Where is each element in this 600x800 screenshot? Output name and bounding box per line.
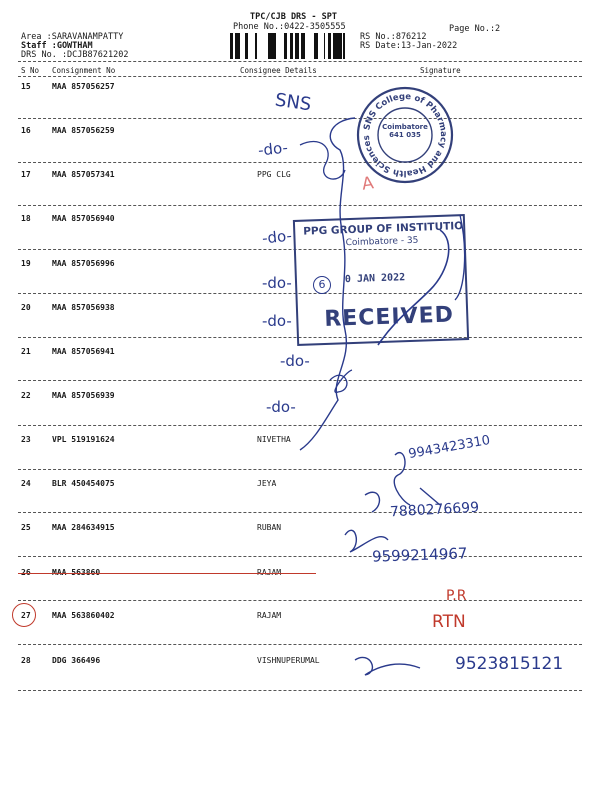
ditto-mark: -do- <box>266 398 296 416</box>
ditto-mark: -do- <box>280 352 310 370</box>
handwritten-rtn: RTN <box>432 612 466 632</box>
handwritten-phone-23: 9943423310 <box>407 432 492 463</box>
row-sno: 23 <box>21 435 31 444</box>
handwritten-pr: P.R <box>446 588 467 604</box>
seal-arc-text: SNS College of Pharmacy and Health Sciences <box>361 91 449 179</box>
column-consignee: Consignee Details <box>240 66 317 75</box>
stamp-line-2: Coimbatore - 35 <box>345 235 419 249</box>
row-sno: 21 <box>21 347 31 356</box>
row-consignment: MAA 284634915 <box>52 523 115 532</box>
row-consignment: MAA 857056939 <box>52 391 115 400</box>
row-consignee: NIVETHA <box>257 435 291 444</box>
stamp-line-1: PPG GROUP OF INSTITUTIO <box>303 220 464 238</box>
row-consignment: MAA 857057341 <box>52 170 115 179</box>
drs-number-field: DRS No. :DCJB87621202 <box>21 50 129 60</box>
handwriting-mark-a: A <box>360 173 375 195</box>
ditto-mark: -do- <box>262 274 292 292</box>
ditto-mark: -do- <box>257 138 289 160</box>
row-consignment: MAA 563860 <box>52 568 101 577</box>
row-consignment: MAA 563860402 <box>52 611 115 620</box>
row-sno: 20 <box>21 303 31 312</box>
row-sno: 26 <box>21 568 31 577</box>
row-sno: 19 <box>21 259 31 268</box>
row-sno: 27 <box>21 611 31 620</box>
row-consignee: RAJAM <box>257 568 282 577</box>
stamp-received: RECEIVED <box>323 302 455 332</box>
row-sno: 18 <box>21 214 31 223</box>
column-sno: S No <box>21 66 40 75</box>
page-number: Page No.:2 <box>449 24 501 34</box>
rs-date-field: RS Date:13-Jan-2022 <box>360 41 458 51</box>
column-consignment: Consignment No <box>52 66 116 75</box>
row-consignment: BLR 450454075 <box>52 479 115 488</box>
row-sno: 24 <box>21 479 31 488</box>
row-sno: 28 <box>21 656 31 665</box>
handwritten-phone-25b: 9599214967 <box>371 544 468 566</box>
row-consignment: MAA 857056257 <box>52 82 115 91</box>
row-sno: 25 <box>21 523 31 532</box>
row-consignment: MAA 857056940 <box>52 214 115 223</box>
row-consignee: JEYA <box>257 479 277 488</box>
row-sno: 16 <box>21 126 31 135</box>
row-consignee: RUBAN <box>257 523 282 532</box>
row-consignee: PPG CLG <box>257 170 291 179</box>
stamp-date: 0 JAN 2022 <box>344 272 406 286</box>
staff-field: Staff :GOWTHAM <box>21 41 93 51</box>
row-sno: 17 <box>21 170 31 179</box>
ditto-mark: -do- <box>262 312 292 330</box>
row-consignment: MAA 857056941 <box>52 347 115 356</box>
handwritten-phone-25a: 7880276699 <box>389 499 480 521</box>
row-consignment: MAA 857056996 <box>52 259 115 268</box>
rs-number-field: RS No.:876212 <box>360 32 427 42</box>
ditto-mark: -do- <box>261 226 293 248</box>
row-sno: 15 <box>21 82 31 91</box>
handwriting-sns: SNS <box>273 89 313 116</box>
row-sno: 22 <box>21 391 31 400</box>
row-consignment: DDG 366496 <box>52 656 101 665</box>
phone-number: Phone No.:0422-3505555 <box>233 22 346 32</box>
row-consignee: RAJAM <box>257 611 282 620</box>
handwritten-phone-28: 9523815121 <box>455 654 564 674</box>
row-consignment: MAA 857056259 <box>52 126 115 135</box>
column-signature: Signature <box>420 66 461 75</box>
circled-number: 6 <box>313 276 331 294</box>
row-consignee: VISHNUPERUMAL <box>257 656 320 665</box>
row-consignment: VPL 519191624 <box>52 435 115 444</box>
seal-center-text: Coimbatore 641 035 <box>382 123 428 139</box>
row-consignment: MAA 857056938 <box>52 303 115 312</box>
area-field: Area :SARAVANAMPATTY <box>21 32 124 42</box>
report-title: TPC/CJB DRS - SPT <box>250 12 337 22</box>
